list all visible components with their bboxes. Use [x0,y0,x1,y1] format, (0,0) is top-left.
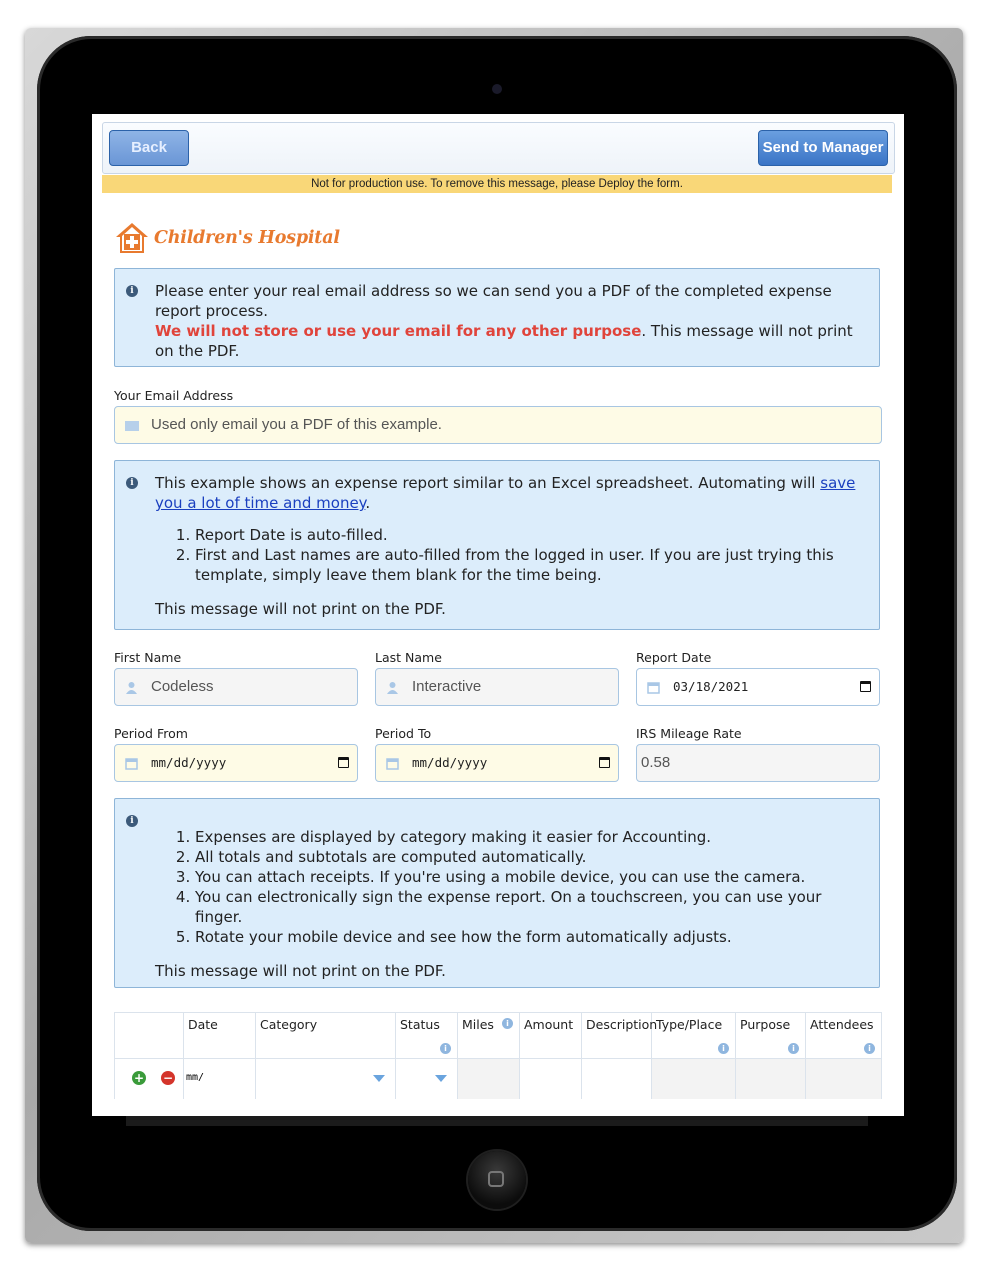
send-to-manager-button[interactable]: Send to Manager [758,130,888,166]
calendar-icon [647,681,660,694]
remove-row-icon[interactable]: − [162,1071,174,1085]
email-privacy-notice: We will not store or use your email for any other purpose [155,322,642,340]
table-header-label: Attendees [810,1017,874,1032]
example-list [155,525,863,585]
table-header-label: Amount [524,1017,574,1032]
list-item: 4. You can electronically sign the expense report. On a touchscreen, you can use your finger. [195,887,863,927]
last-name-value: Interactive [412,678,482,695]
expense-table [114,1012,882,1116]
last-name-label: Last Name [375,650,442,665]
report-date-field[interactable] [636,668,880,706]
table-header-label: Description [586,1017,658,1032]
row-attendees-input[interactable] [806,1059,882,1099]
hospital-logo [114,220,340,256]
table-header-label: Category [260,1017,318,1032]
home-square-icon [488,1171,504,1187]
row-amount-input[interactable] [520,1059,582,1099]
period-to-field[interactable] [375,744,619,782]
report-date-value: 03/18/2021 [673,679,749,694]
user-icon [125,681,138,694]
list-item: 3. You can attach receipts. If you're using a mobile device, you can use the camera. [195,867,863,887]
screen-bottom-edge [126,1116,868,1126]
list-item: 2. All totals and subtotals are computed automatically. [195,847,863,867]
email-info-text: Please enter your real email address so we can send you a PDF of the completed expense report process. [155,282,832,320]
date-picker-icon[interactable] [860,681,871,692]
info-icon: i [126,285,138,297]
row-date-placeholder: mm/ [186,1072,205,1083]
example-intro-end: . [365,494,371,512]
table-header-label: Type/Place [656,1017,723,1032]
info-icon: i [126,477,138,489]
camera-icon [492,84,502,94]
table-header-label: Purpose [740,1017,791,1032]
table-header-label: Status [400,1017,440,1032]
table-header-purpose [736,1012,806,1058]
date-picker-icon[interactable] [338,757,349,768]
chevron-down-icon [435,1075,447,1082]
envelope-icon [125,421,139,431]
info-icon[interactable]: i [788,1043,799,1054]
first-name-field[interactable] [114,668,358,706]
table-header-amount [520,1012,582,1058]
table-row [114,1058,882,1099]
production-warning: Not for production use. To remove this message, please Deploy the form. [102,175,892,193]
email-label: Your Email Address [114,388,234,403]
email-info-box [114,268,880,367]
email-info-rest: . This message will not print on the PDF. [155,322,853,360]
period-from-field[interactable] [114,744,358,782]
list-item: 1. Expenses are displayed by category making it easier for Accounting. [195,827,863,847]
add-row-icon[interactable]: + [133,1071,145,1085]
toolbar [102,122,895,174]
row-description-input[interactable] [582,1059,652,1099]
row-category-select[interactable] [256,1059,396,1099]
date-picker-icon[interactable] [599,757,610,768]
first-name-label: First Name [114,650,182,665]
list-item: 5. Rotate your mobile device and see how the form automatically adjusts. [195,927,863,947]
mileage-rate-value: 0.58 [641,754,671,771]
mileage-rate-label: IRS Mileage Rate [636,726,742,741]
period-to-label: Period To [375,726,432,741]
calendar-icon [125,757,138,770]
table-header-actions [114,1012,184,1058]
user-icon [386,681,399,694]
info-icon[interactable]: i [718,1043,729,1054]
table-header-label: Date [188,1017,218,1032]
period-to-value: mm/dd/yyyy [412,755,488,770]
table-header-type-place [652,1012,736,1058]
logo-text: Children's Hospital [154,228,340,248]
first-name-value: Codeless [151,678,214,695]
period-from-value: mm/dd/yyyy [151,755,227,770]
row-type-place-input[interactable] [652,1059,736,1099]
info-icon: i [126,815,138,827]
chevron-down-icon [373,1075,385,1082]
row-status-select[interactable] [396,1059,458,1099]
features-info-box [114,798,880,988]
report-date-label: Report Date [636,650,712,665]
email-field[interactable] [114,406,882,444]
mileage-rate-field[interactable] [636,744,880,782]
back-button[interactable]: Back [109,130,189,166]
features-footer: This message will not print on the PDF. [155,962,446,980]
info-icon[interactable]: i [440,1043,451,1054]
table-header-miles [458,1012,520,1058]
table-header-category [256,1012,396,1058]
period-from-label: Period From [114,726,188,741]
row-actions [114,1059,184,1099]
example-intro: This example shows an expense report similar to an Excel spreadsheet. Automating will [155,474,821,492]
table-header-status [396,1012,458,1058]
calendar-icon [386,757,399,770]
list-item: 1. Report Date is auto-filled. [195,525,863,545]
list-item: 2. First and Last names are auto-filled from the logged in user. If you are just trying this template, simply leave them blank for the time being. [195,545,863,585]
home-button[interactable] [468,1151,526,1209]
table-header-attendees [806,1012,882,1058]
table-header-date [184,1012,256,1058]
row-date-input[interactable] [184,1059,256,1099]
save-time-link[interactable]: save you a lot of time and money [155,474,856,512]
email-placeholder: Used only email you a PDF of this example. [151,416,442,433]
features-list [155,827,863,947]
example-footer: This message will not print on the PDF. [155,600,446,618]
info-icon[interactable]: i [502,1018,513,1029]
example-info-box [114,460,880,630]
row-miles-input[interactable] [458,1059,520,1099]
info-icon[interactable]: i [864,1043,875,1054]
last-name-field[interactable] [375,668,619,706]
table-header-label: Miles [462,1017,494,1032]
hospital-house-icon [114,221,150,255]
table-header-description [582,1012,658,1058]
row-purpose-input[interactable] [736,1059,806,1099]
screen [92,114,904,1116]
